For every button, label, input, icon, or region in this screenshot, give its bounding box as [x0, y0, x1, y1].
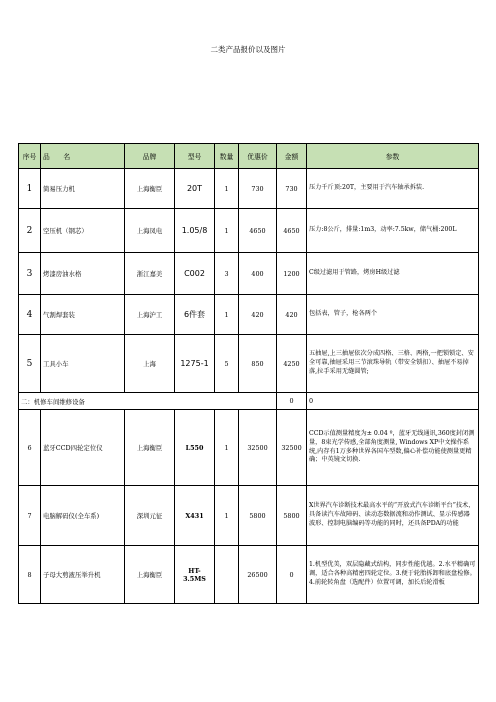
table-row [19, 335, 479, 393]
row-model: 1.05/8 [175, 209, 215, 253]
table-row [19, 295, 479, 335]
row-model: 6件套 [175, 295, 215, 335]
row-qty: 1 [215, 169, 239, 209]
row-no: 8 [19, 546, 41, 604]
row-qty: 1 [215, 410, 239, 486]
col-qty: 数量 [215, 144, 239, 169]
row-amount: 32500 [277, 410, 307, 486]
row-qty: 5 [215, 335, 239, 393]
row-name: 简易压力机 [41, 169, 125, 209]
row-brand: 上海衡臣 [125, 546, 175, 604]
header-row [19, 144, 479, 169]
col-params: 参数 [307, 144, 479, 169]
row-brand: 浙江嘉美 [125, 253, 175, 295]
row-name: 空压机（钢芯） [41, 209, 125, 253]
row-model: 20T [175, 169, 215, 209]
section-params: 0 [307, 393, 479, 410]
row-params: C级过滤用于管路，烤房H级过滤 [307, 253, 479, 295]
row-amount: 4650 [277, 209, 307, 253]
row-brand: 上海衡臣 [125, 169, 175, 209]
quote-table [18, 143, 479, 604]
page-title: 二类产品报价以及图片 [210, 45, 286, 54]
row-name: 蓝牙CCD四轮定位仪 [41, 410, 125, 486]
row-no: 7 [19, 486, 41, 546]
row-name: 气割焊套装 [41, 295, 125, 335]
col-model: 型号 [175, 144, 215, 169]
row-no: 5 [19, 335, 41, 393]
row-model: C002 [175, 253, 215, 295]
row-name: 工具小车 [41, 335, 125, 393]
row-params: X世界汽车诊断技术最高水平的“开放式汽车诊断平台”技术，具备读汽车故障码、读动态数据流和动作测试、显示传感器波形、控制电脑编码等功能的同时，还具备PDA的功能 [307, 486, 479, 546]
table-row [19, 410, 479, 486]
row-price: 400 [239, 253, 277, 295]
row-qty [215, 546, 239, 604]
table-row [19, 169, 479, 209]
row-price: 420 [239, 295, 277, 335]
row-no: 3 [19, 253, 41, 295]
row-qty: 1 [215, 295, 239, 335]
section-label: 二：机修车间维修设备 [19, 393, 277, 410]
col-name: 品 名 [41, 144, 125, 169]
row-qty: 3 [215, 253, 239, 295]
row-no: 2 [19, 209, 41, 253]
row-price: 26500 [239, 546, 277, 604]
row-amount: 5800 [277, 486, 307, 546]
row-model: X431 [175, 486, 215, 546]
table-row [19, 546, 479, 604]
row-price: 5800 [239, 486, 277, 546]
row-brand: 上海沪工 [125, 295, 175, 335]
row-params: 压力千斤顶:20T，主要用于汽车轴承拆装. [307, 169, 479, 209]
row-params: 压力:8公斤，排量:1m3，动率:7.5kw，储气桶:200L [307, 209, 479, 253]
row-price: 4650 [239, 209, 277, 253]
col-no: 序号 [19, 144, 41, 169]
row-model: 1275-1 [175, 335, 215, 393]
col-brand: 品牌 [125, 144, 175, 169]
table-row [19, 253, 479, 295]
row-brand: 上海凤电 [125, 209, 175, 253]
row-params: 包括表，管子，枪各两个 [307, 295, 479, 335]
row-brand: 上海 [125, 335, 175, 393]
row-params: 五抽屉,上三抽屉依次分成四格、三格、两格,一把锁锁定、安全可靠,抽屉采用三节滚珠导轨（带安全锁扣）、抽屉不易掉落,拉手采用无缝圆管; [307, 335, 479, 393]
section-row [19, 393, 479, 410]
row-name: 子母大剪液压举升机 [41, 546, 125, 604]
row-price: 730 [239, 169, 277, 209]
row-amount: 730 [277, 169, 307, 209]
row-brand: 上海衡臣 [125, 410, 175, 486]
row-amount: 420 [277, 295, 307, 335]
row-price: 850 [239, 335, 277, 393]
row-params: CCD示值测量精度为± 0.04 º，蓝牙无线通讯,360度封闭测量，8束光学传感,全部角度测量, Windows XP中文操作系统,内存有1万多种世界各国车型数,偏心补偿功能使测量更精确；中英镜文切换. [307, 410, 479, 486]
row-no: 4 [19, 295, 41, 335]
row-name: 烤漆房油水格 [41, 253, 125, 295]
row-params: 1.机型优美，双层隐藏式结构，同步性能优越。2.水平精确可调，适合各种高精密四轮定位。3.便于轮胎拆卸和底盘检修。4.前轮转角盘（选配件）位置可调，加长后轮滑板 [307, 546, 479, 604]
section-amount: 0 [277, 393, 307, 410]
row-name: 电脑解码仪(全车系) [41, 486, 125, 546]
row-no: 1 [19, 169, 41, 209]
row-qty: 1 [215, 209, 239, 253]
row-model: HT-3.5MS [175, 546, 215, 604]
row-qty: 1 [215, 486, 239, 546]
row-price: 32500 [239, 410, 277, 486]
row-amount: 4250 [277, 335, 307, 393]
row-amount: 1200 [277, 253, 307, 295]
row-model: L550 [175, 410, 215, 486]
table-row [19, 209, 479, 253]
row-amount: 0 [277, 546, 307, 604]
row-brand: 深圳元征 [125, 486, 175, 546]
table-row [19, 486, 479, 546]
col-price: 优惠价 [239, 144, 277, 169]
row-no: 6 [19, 410, 41, 486]
col-amount: 金额 [277, 144, 307, 169]
